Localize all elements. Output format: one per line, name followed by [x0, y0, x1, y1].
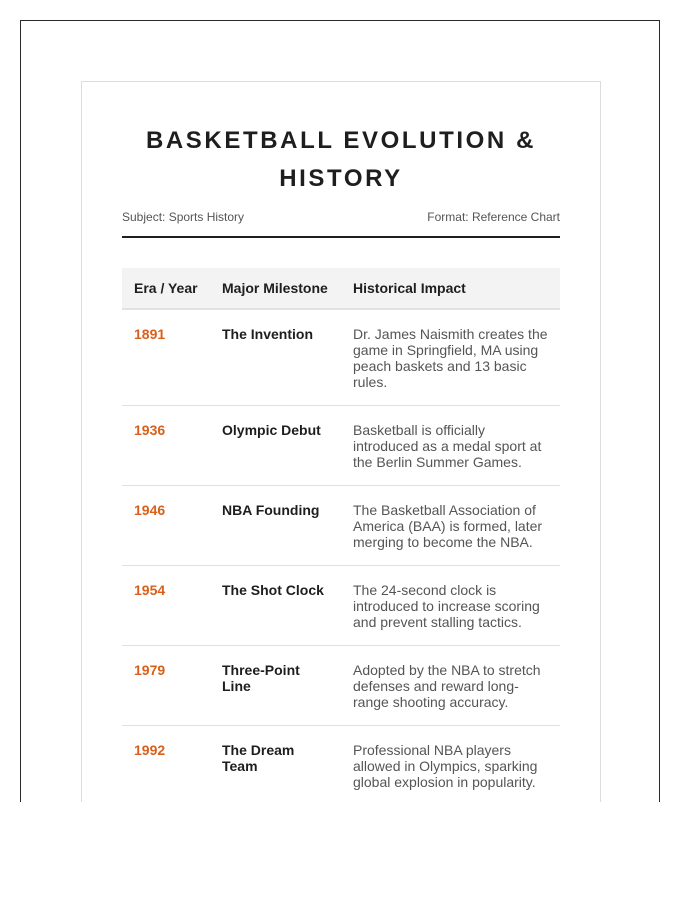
subject-label: Subject: Sports History — [122, 210, 245, 224]
year-cell: 1992 — [122, 726, 210, 803]
document-meta — [122, 210, 560, 238]
header-era-year: Era / Year — [122, 268, 210, 309]
table-row — [122, 486, 560, 566]
year-cell: 1954 — [122, 566, 210, 646]
milestone-cell: The Dream Team — [210, 726, 341, 803]
header-major-milestone: Major Milestone — [210, 268, 341, 309]
milestone-cell: NBA Founding — [210, 486, 341, 566]
impact-cell: Basketball is officially introduced as a medal sport at the Berlin Summer Games. — [341, 406, 560, 486]
table-row — [122, 726, 560, 803]
table-row — [122, 646, 560, 726]
year-cell: 1936 — [122, 406, 210, 486]
table-row — [122, 566, 560, 646]
milestone-cell: The Invention — [210, 309, 341, 406]
year-cell: 1979 — [122, 646, 210, 726]
year-cell: 1891 — [122, 309, 210, 406]
table-row — [122, 309, 560, 406]
milestone-cell: Olympic Debut — [210, 406, 341, 486]
format-label: Format: Reference Chart — [427, 210, 560, 224]
table-header-row — [122, 268, 560, 309]
milestone-cell: Three-Point Line — [210, 646, 341, 726]
year-cell: 1946 — [122, 486, 210, 566]
milestone-cell: The Shot Clock — [210, 566, 341, 646]
document-title: BASKETBALL EVOLUTION & HISTORY — [145, 127, 537, 192]
impact-cell: Dr. James Naismith creates the game in Springfield, MA using peach baskets and 13 basic rules. — [341, 309, 560, 406]
table-row — [122, 406, 560, 486]
impact-cell: The 24-second clock is introduced to increase scoring and prevent stalling tactics. — [341, 566, 560, 646]
impact-cell: The Basketball Association of America (BAA) is formed, later merging to become the NBA. — [341, 486, 560, 566]
header-historical-impact: Historical Impact — [341, 268, 560, 309]
impact-cell: Adopted by the NBA to stretch defenses and reward long-range shooting accuracy. — [341, 646, 560, 726]
history-table — [122, 268, 560, 802]
document-card — [81, 81, 601, 802]
impact-cell: Professional NBA players allowed in Olympics, sparking global explosion in popularity. — [341, 726, 560, 803]
